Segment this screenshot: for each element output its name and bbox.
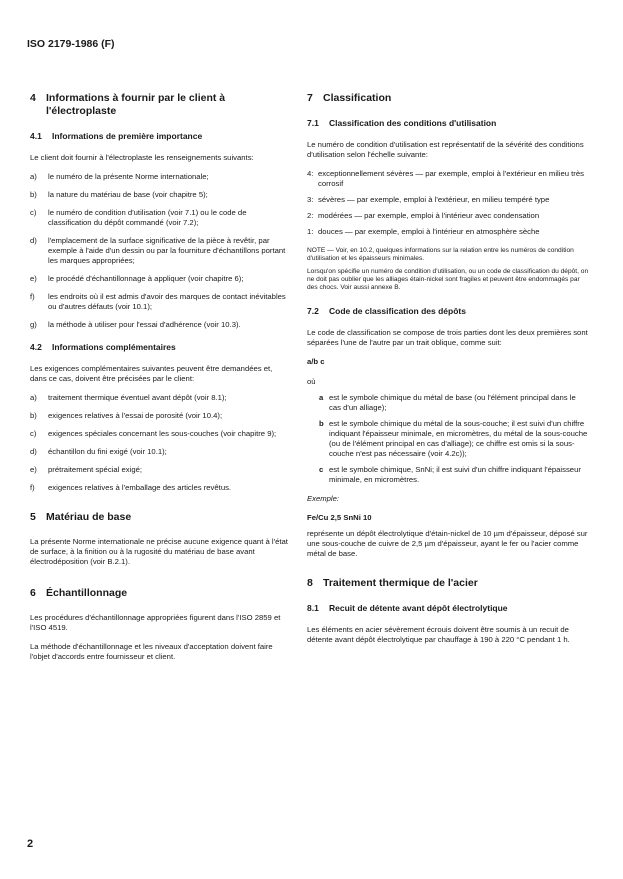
category-text: douces — par exemple, emploi à l'intérieur en atmosphère sèche [318,227,540,236]
category-number: 1: [307,227,314,236]
category-item [307,227,589,237]
list-item [30,447,288,457]
list-text: exigences relatives à l'essai de porosité (voir 10.4); [48,411,223,420]
paragraph: Le client doit fournir à l'électroplaste les renseignements suivants: [30,153,254,162]
list-label: c) [30,208,37,217]
definition-text: est le symbole chimique, SnNi; il est suivi d'un chiffre indiquant l'épaisseur minimale, en micromètres. [329,465,581,484]
page-header: ISO 2179-1986 (F) [27,38,115,50]
list-text: les endroits où il est admis d'avoir des marques de contact inévitables ou d'autres défauts (voir 10.1); [48,292,286,311]
list-item [30,465,288,475]
section-number: 5 [30,511,36,523]
note: NOTE — Voir, en 10.2, quelques informations sur la relation entre les numéros de condition d'utilisation et les épaisseurs minimales. [307,247,574,262]
paragraph: Le numéro de condition d'utilisation est représentatif de la sévérité des conditions d'utilisation selon l'échelle suivante: [307,140,584,159]
list-item [30,393,288,403]
section-number: 4 [30,92,36,104]
paragraph: Les exigences complémentaires suivantes peuvent être demandées et, dans ce cas, doivent être précisées par le client: [30,364,273,383]
list-label: f) [30,292,35,301]
list-label: a) [30,393,37,402]
category-item [307,195,589,205]
category-text: sévères — par exemple, emploi à l'extérieur, en milieu tempéré type [318,195,550,204]
subsection-title: Classification des conditions d'utilisation [329,118,497,128]
section-number: 6 [30,587,36,599]
list-item [30,483,288,493]
list-text: échantillon du fini exigé (voir 10.1); [48,447,167,456]
list-item [30,320,288,330]
definition-text: est le symbole chimique du métal de base (ou l'élément principal dans le cas d'un alliage); [329,393,576,412]
section-title: Classification [323,92,392,104]
list-text: exigences spéciales concernant les sous-couches (voir chapitre 9); [48,429,277,438]
section-5-heading [30,511,288,524]
section-4-1-heading [30,131,288,142]
definition-item [307,465,589,485]
list-text: traitement thermique éventuel avant dépôt (voir 8.1); [48,393,227,402]
subsection-title: Recuit de détente avant dépôt électrolytique [329,603,508,613]
list-item [30,411,288,421]
definition-text: est le symbole chimique du métal de la sous-couche; il est suivi d'un chiffre indiquant l'épaisseur minimale, en micromètres, du métal de la sous-couche (ou de l'élément principal en cas d'alliage); ce chiffre est omis si la sous-couche n'est pas nécessaire (voir 4.2c)); [329,419,588,458]
paragraph: où [307,377,316,386]
list-label: d) [30,236,37,245]
subsection-title: Informations complémentaires [52,342,176,352]
category-text: exceptionnellement sévères — par exemple, emploi à l'extérieur en milieu très corrosif [318,169,584,188]
section-7-2-heading [307,306,589,317]
list-label: d) [30,447,37,456]
paragraph: La présente Norme internationale ne précise aucune exigence quant à l'état de surface, à la finition ou à la rugosité du matériau de base avant électrodéposition (voir B.2.1). [30,537,288,566]
section-6-heading [30,587,288,600]
list-label: c) [30,429,37,438]
subsection-number: 7.2 [307,306,319,316]
list-label: e) [30,274,37,283]
list-label: a) [30,172,37,181]
list-text: le procédé d'échantillonnage à appliquer (voir chapitre 6); [48,274,244,283]
section-title: Informations à fournir par le client à l'électroplaste [46,92,226,117]
section-4-2-heading [30,342,288,353]
list-item [30,274,288,284]
list-item [30,236,288,266]
list-label: f) [30,483,35,492]
right-column [307,92,589,654]
list-item [30,208,288,228]
paragraph: représente un dépôt électrolytique d'étain-nickel de 10 µm d'épaisseur, déposé sur une sous-couche de cuivre de 2,5 µm d'épaisseur, ayant le fer ou l'acier comme métal de base. [307,529,588,558]
section-number: 8 [307,577,313,589]
section-7-1-heading [307,118,589,129]
subsection-number: 7.1 [307,118,319,128]
list-label: e) [30,465,37,474]
paragraph: Les éléments en acier sévèrement écrouis doivent être soumis à un recuit de détente avant dépôt électrolytique par chauffage à 190 à 220 °C pendant 1 h. [307,625,570,644]
definition-letter: a [319,393,324,402]
example-label: Exemple: [307,494,340,503]
list-item [30,292,288,312]
section-7-heading [307,92,589,105]
category-text: modérées — par exemple, emploi à l'intérieur avec condensation [318,211,540,220]
list-label: b) [30,190,37,199]
list-text: prétraitement spécial exigé; [48,465,143,474]
category-number: 3: [307,195,314,204]
section-4-heading [30,92,288,118]
list-text: le numéro de condition d'utilisation (voir 7.1) ou le code de classification du dépôt commandé (voir 7.2); [48,208,247,227]
left-column [30,92,288,671]
definition-letter: b [319,419,324,428]
paragraph: La méthode d'échantillonnage et les niveaux d'acceptation doivent faire l'objet d'accords entre fournisseur et client. [30,642,273,661]
classification-formula: a/b c [307,357,325,366]
list-text: le numéro de la présente Norme internationale; [48,172,209,181]
list-item [30,172,288,182]
note: Lorsqu'on spécifie un numéro de condition d'utilisation, ou un code de classification du dépôt, on ne doit pas oublier que les alliages étain-nickel sont fragiles et peuvent être endommagés par des chocs. Voir aussi annexe B. [307,268,589,291]
definition-letter: c [319,465,324,474]
example-code: Fe/Cu 2,5 SnNi 10 [307,513,372,522]
paragraph: Le code de classification se compose de trois parties dont les deux premières sont séparées l'une de l'autre par un trait oblique, comme suit: [307,328,588,347]
section-title: Traitement thermique de l'acier [323,577,478,589]
paragraph: Les procédures d'échantillonnage appropriées figurent dans l'ISO 2859 et l'ISO 4519. [30,613,281,632]
section-8-heading [307,577,589,590]
list-label: b) [30,411,37,420]
section-title: Échantillonnage [46,587,128,599]
list-item [30,190,288,200]
subsection-number: 4.2 [30,342,42,352]
list-item [30,429,288,439]
section-number: 7 [307,92,313,104]
list-text: l'emplacement de la surface significative de la pièce à revêtir, par exemple à l'aide d'un dessin ou par la fourniture d'échantillons portant les marques appropriées; [48,236,286,265]
list-text: la nature du matériau de base (voir chapitre 5); [48,190,208,199]
list-text: exigences relatives à l'emballage des articles revêtus. [48,483,232,492]
category-number: 4: [307,169,314,178]
section-title: Matériau de base [46,511,132,523]
subsection-number: 8.1 [307,603,319,613]
section-8-1-heading [307,603,589,614]
list-label: g) [30,320,37,329]
subsection-title: Code de classification des dépôts [329,306,466,316]
definition-item [307,393,589,413]
definition-item [307,419,589,459]
subsection-number: 4.1 [30,131,42,141]
category-item [307,169,589,189]
list-text: la méthode à utiliser pour l'essai d'adhérence (voir 10.3). [48,320,241,329]
subsection-title: Informations de première importance [52,131,203,141]
category-item [307,211,589,221]
page-number: 2 [27,838,34,850]
category-number: 2: [307,211,314,220]
